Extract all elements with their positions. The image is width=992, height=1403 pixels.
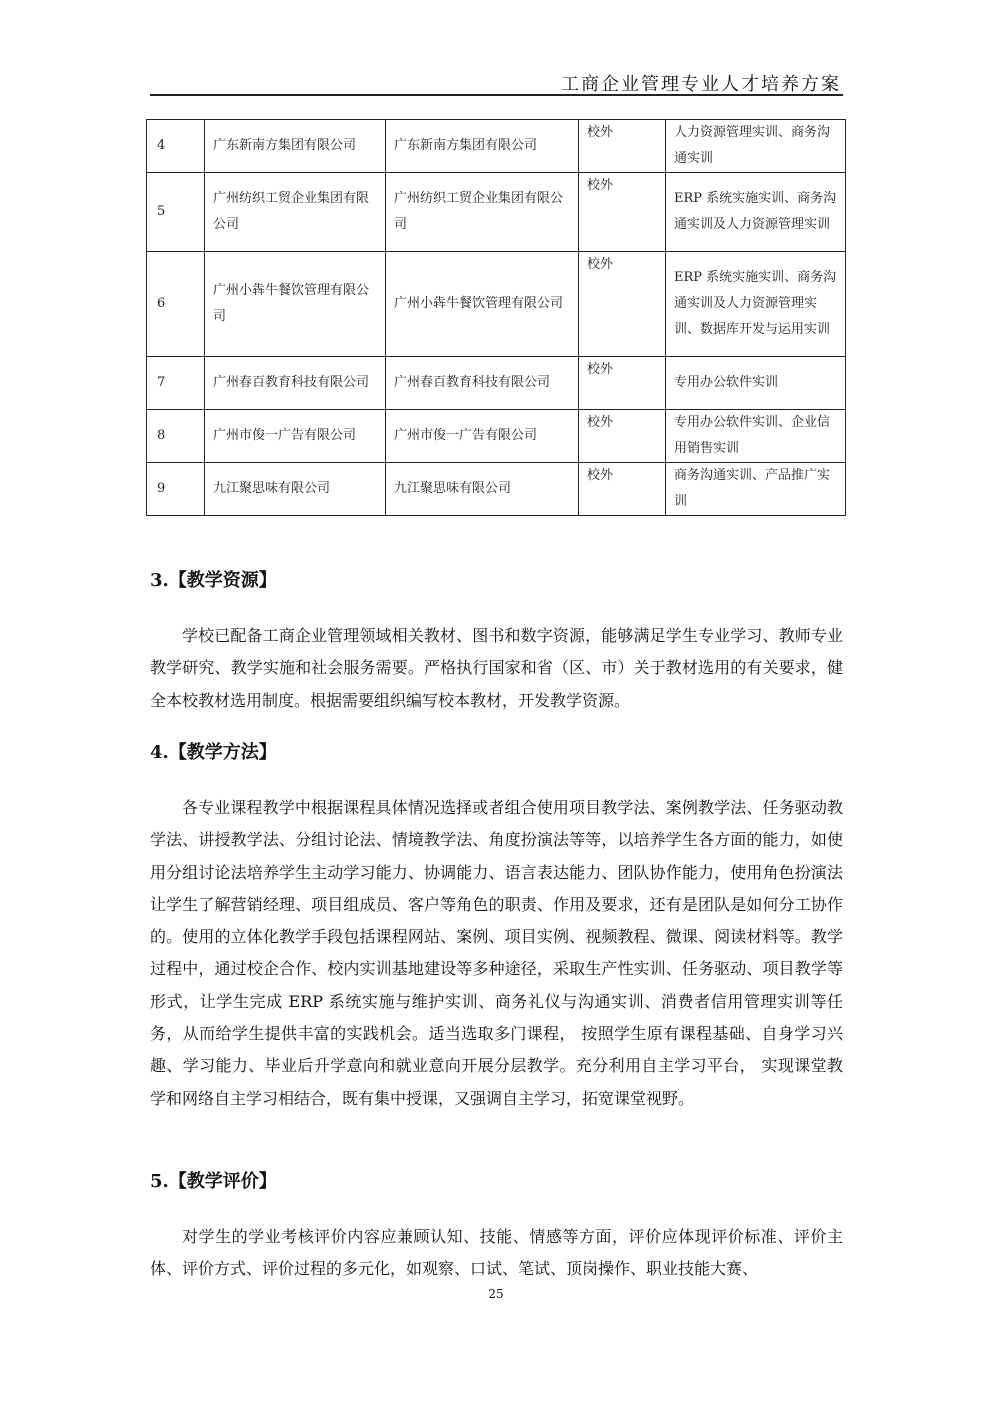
base-type: 校外	[579, 463, 666, 516]
enterprise-name: 广州纺织工贸企业集团有限公司	[205, 173, 386, 252]
section-heading: 5.【教学评价】	[150, 1171, 277, 1192]
base-type: 校外	[579, 410, 666, 463]
row-number: 6	[147, 252, 205, 357]
training-content: 人力资源管理实训、商务沟通实训	[666, 120, 846, 173]
section-teaching-methods	[150, 738, 843, 1115]
training-content: 专用办公软件实训、企业信用销售实训	[666, 410, 846, 463]
row-number: 7	[147, 357, 205, 410]
section-teaching-evaluation	[150, 1167, 843, 1286]
training-content: ERP 系统实施实训、商务沟通实训及人力资源管理实训、数据库开发与运用实训	[666, 252, 846, 357]
base-type: 校外	[579, 120, 666, 173]
section-heading: 3.【教学资源】	[150, 570, 277, 591]
section-heading: 4.【教学方法】	[150, 742, 277, 763]
section-teaching-resources	[150, 566, 843, 717]
table-row	[147, 410, 846, 463]
training-content: 专用办公软件实训	[666, 357, 846, 410]
row-number: 4	[147, 120, 205, 173]
table-row	[147, 357, 846, 410]
base-type: 校外	[579, 173, 666, 252]
document-title: 工商企业管理专业人才培养方案	[561, 74, 841, 95]
enterprise-name: 广州小犇牛餐饮管理有限公司	[205, 252, 386, 357]
enterprise-name: 广州市俊一广告有限公司	[205, 410, 386, 463]
partner-name: 广州小犇牛餐饮管理有限公司	[386, 252, 579, 357]
base-type: 校外	[579, 252, 666, 357]
partner-name: 广州市俊一广告有限公司	[386, 410, 579, 463]
section-paragraph: 各专业课程教学中根据课程具体情况选择或者组合使用项目教学法、案例教学法、任务驱动教学法、讲授教学法、分组讨论法、情境教学法、角度扮演法等等，以培养学生各方面的能力，如使用分组讨论法培养学生主动学习能力、协调能力、语言表达能力、团队协作能力，使用角色扮演法让学生了解营销经理、项目组成员、客户等角色的职责、作用及要求，还有是团队是如何分工协作的。使用的立体化教学手段包括课程网站、案例、项目实例、视频教程、微课、阅读材料等。教学过程中，通过校企合作、校内实训基地建设等多种途径，采取生产性实训、任务驱动、项目教学等形式，让学生完成 ERP 系统实施与维护实训、商务礼仪与沟通实训、消费者信用管理实训等任务，从而给学生提供丰富的实践机会。适当选取多门课程， 按照学生原有课程基础、自身学习兴趣、学习能力、毕业后升学意向和就业意向开展分层教学。充分利用自主学习平台， 实现课堂教学和网络自主学习相结合，既有集中授课，又强调自主学习，拓宽课堂视野。	[150, 798, 843, 1108]
section-paragraph: 对学生的学业考核评价内容应兼顾认知、技能、情感等方面，评价应体现评价标准、评价主体、评价方式、评价过程的多元化，如观察、口试、笔试、顶岗操作、职业技能大赛、	[150, 1227, 843, 1279]
training-content: ERP 系统实施实训、商务沟通实训及人力资源管理实训	[666, 173, 846, 252]
partner-name: 广东新南方集团有限公司	[386, 120, 579, 173]
row-number: 8	[147, 410, 205, 463]
table-row	[147, 252, 846, 357]
section-paragraph: 学校已配备工商企业管理领域相关教材、图书和数字资源，能够满足学生专业学习、教师专业教学研究、教学实施和社会服务需要。严格执行国家和省（区、市）关于教材选用的有关要求，健全本校教材选用制度。根据需要组织编写校本教材，开发教学资源。	[150, 626, 843, 710]
enterprise-name: 广东新南方集团有限公司	[205, 120, 386, 173]
table-row	[147, 173, 846, 252]
page-number: 25	[488, 1287, 504, 1301]
page-header	[150, 68, 843, 96]
training-content: 商务沟通实训、产品推广实训	[666, 463, 846, 516]
table-row	[147, 120, 846, 173]
base-type: 校外	[579, 357, 666, 410]
partner-name: 九江聚思味有限公司	[386, 463, 579, 516]
partner-table	[146, 119, 846, 516]
partner-name: 广州纺织工贸企业集团有限公司	[386, 173, 579, 252]
row-number: 9	[147, 463, 205, 516]
partner-name: 广州春百教育科技有限公司	[386, 357, 579, 410]
table-row	[147, 463, 846, 516]
enterprise-name: 广州春百教育科技有限公司	[205, 357, 386, 410]
enterprise-name: 九江聚思味有限公司	[205, 463, 386, 516]
row-number: 5	[147, 173, 205, 252]
